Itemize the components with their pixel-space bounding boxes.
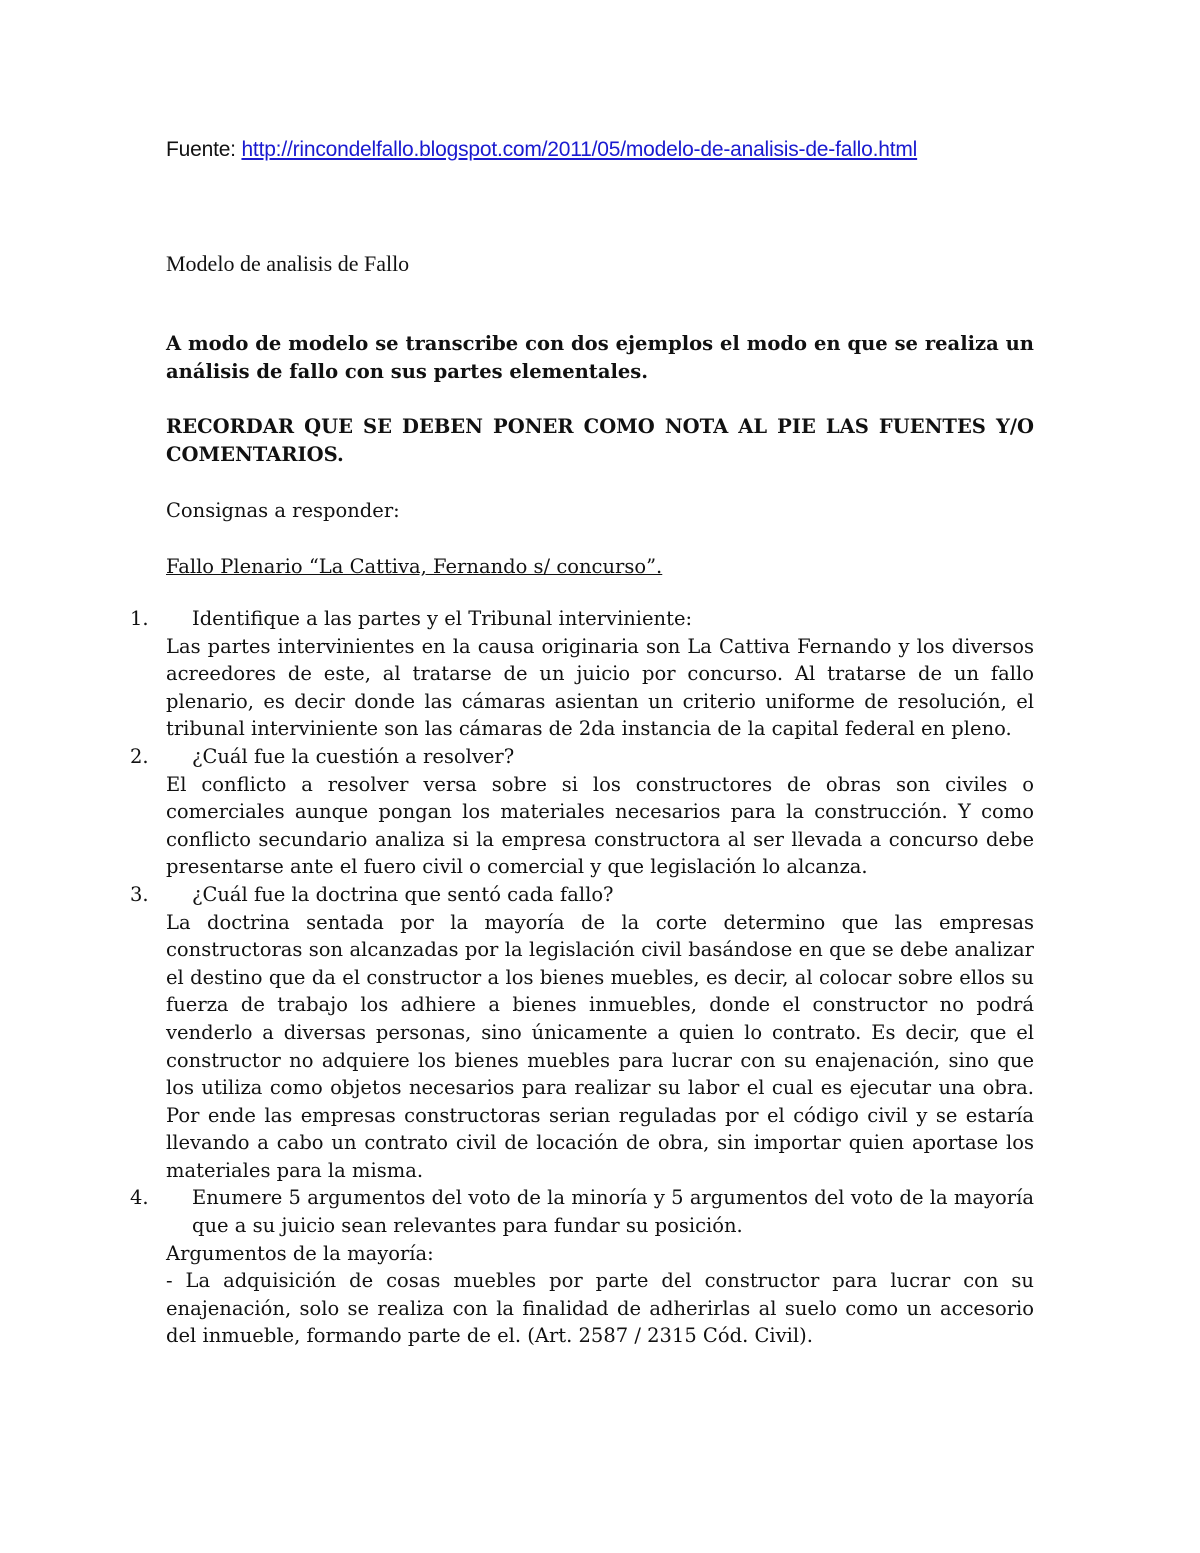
item-number: 1. — [130, 607, 149, 630]
item-answer: El conflicto a resolver versa sobre si los constructores de obras son civiles o comerciales aunque pongan los materiales necesarios para la construcción. Y como conflicto secundario analiza si la empresa constructora al ser llevada a concurso debe presentarse ante el fuero civil o comercial y que legislación lo alcanza. — [166, 772, 1034, 879]
item-question: ¿Cuál fue la doctrina que sentó cada fallo? — [192, 882, 614, 906]
source-link[interactable]: http://rincondelfallo.blogspot.com/2011/05/modelo-de-analisis-de-fallo.html — [241, 138, 918, 161]
item-answer: Las partes intervinientes en la causa originaria son La Cattiva Fernando y los diversos acreedores de este, al tratarse de un juicio por concurso. Al tratarse de un fallo plenario, es decir donde las cámaras asientan un criterio uniforme de resolución, el tribunal interviniente son las cámaras de 2da instancia de la capital federal en pleno. — [166, 634, 1034, 741]
item-answer: - La adquisición de cosas muebles por parte del constructor para lucrar con su enajenación, solo se realiza con la finalidad de adherirlas al suelo como un accesorio del inmueble, formando parte de el. (Art. 2587 / 2315 Cód. Civil). — [166, 1269, 1034, 1348]
item-question: Enumere 5 argumentos del voto de la minoría y 5 argumentos del voto de la mayoría que a su juicio sean relevantes para fundar su posición. — [192, 1186, 1034, 1238]
intro-paragraph: A modo de modelo se transcribe con dos ejemplos el modo en que se realiza un análisis de fallo con sus partes elementales. — [166, 332, 1034, 383]
consignas-heading: Consignas a responder: — [166, 499, 400, 522]
list-item — [130, 743, 1034, 881]
list-item — [130, 605, 1034, 743]
reminder-paragraph: RECORDAR QUE SE DEBEN PONER COMO NOTA AL PIE LAS FUENTES Y/O COMENTARIOS. — [166, 415, 1034, 466]
item-answer: La doctrina sentada por la mayoría de la corte determino que las empresas constructoras son alcanzadas por la legislación civil basándose en que se debe analizar el destino que da el constructor a los bienes muebles, es decir, al colocar sobre ellos su fuerza de trabajo los adhiere a bienes inmuebles, donde el constructor no podrá venderlo a diversas personas, sino únicamente a quien lo contrato. Es decir, que el constructor no adquiere los bienes muebles para lucrar con su enajenación, sino que los utiliza como objetos necesarios para realizar su labor el cual es ejecutar una obra. Por ende las empresas constructoras serian reguladas por el código civil y se estaría llevando a cabo un contrato civil de locación de obra, sin importar quien aportase los materiales para la misma. — [166, 910, 1034, 1182]
list-item — [130, 881, 1034, 1185]
item-number: 4. — [130, 1186, 149, 1210]
source-line — [166, 138, 917, 162]
item-sub-heading: Argumentos de la mayoría: — [166, 1241, 434, 1265]
fallo-title: Fallo Plenario “La Cattiva, Fernando s/ concurso”. — [166, 555, 663, 578]
list-item — [130, 1184, 1034, 1350]
item-question: Identifique a las partes y el Tribunal interviniente: — [192, 607, 693, 630]
item-number: 3. — [130, 882, 149, 906]
questions-list — [130, 605, 1034, 1350]
model-title: Modelo de analisis de Fallo — [166, 251, 410, 276]
item-question: ¿Cuál fue la cuestión a resolver? — [192, 744, 515, 768]
source-label: Fuente: — [166, 138, 242, 161]
item-number: 2. — [130, 744, 149, 768]
